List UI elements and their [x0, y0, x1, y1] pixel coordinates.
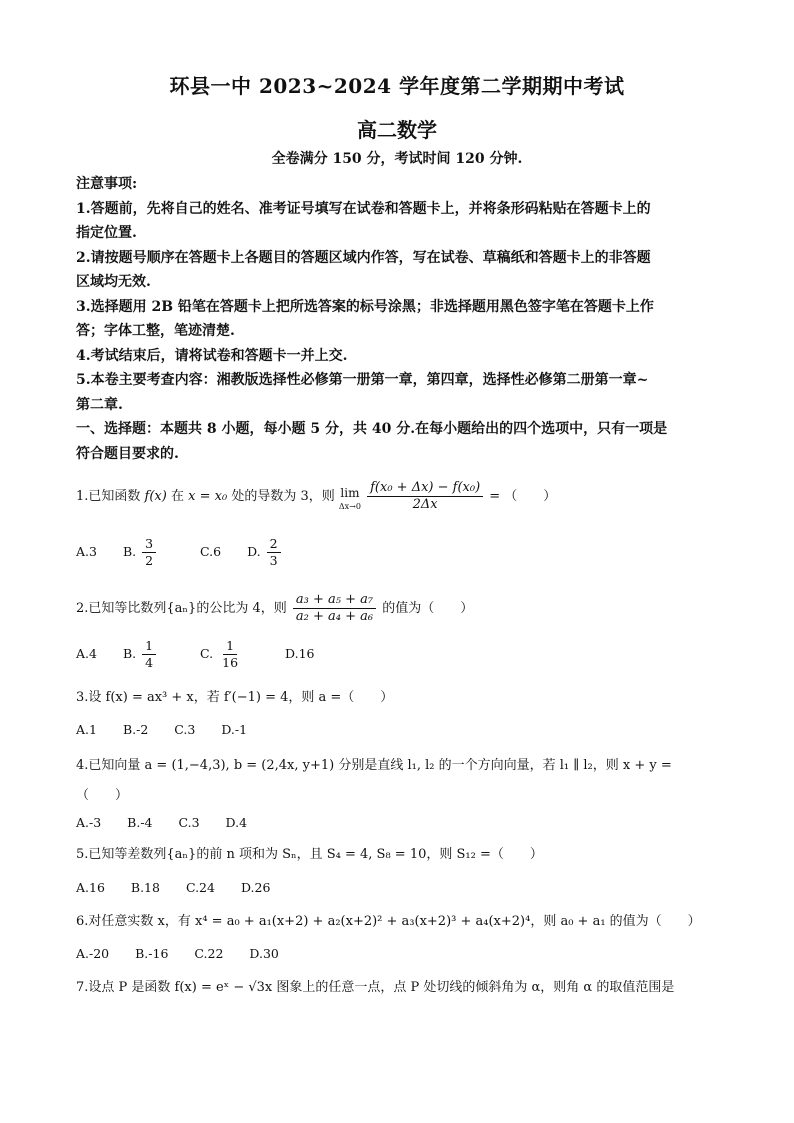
option-b: B.18	[130, 880, 160, 895]
option-a: A.4	[76, 646, 97, 661]
option-d: D.16	[285, 646, 315, 661]
ratio-fraction: $\frac{\text{a₃ + a₅ + a₇}}{\text{a₂ + a₄ + a₆}}$	[293, 592, 376, 625]
option-d: D. $\frac{2}{3}$	[247, 544, 303, 559]
question-2-options	[76, 638, 336, 671]
section-heading: 一、选择题：本题共 8 小题，每小题 5 分，共 40 分.在每小题给出的四个选项中，只有一项是	[76, 421, 668, 437]
exam-info: 全卷满分 150 分，考试时间 120 分钟.	[271, 151, 523, 167]
notes-line: 答；字体工整，笔迹清楚.	[76, 323, 235, 339]
option-a: A.1	[76, 722, 97, 737]
option-d: D.26	[240, 880, 271, 895]
limit-operator: lim Δx→0	[338, 485, 361, 511]
option-c: C.22	[194, 946, 224, 961]
question-2: 2.已知等比数列{aₙ}的公比为 4，则 $\frac{\text{a₃ + a₅ + a₇}}{\text{a₂ + a₄ + a₆}}$ 的值为（ ）	[76, 592, 474, 624]
notes-line: 区域均无效.	[76, 274, 151, 290]
question-4-options	[76, 815, 269, 830]
option-c: C.3	[178, 815, 200, 830]
option-b: B.-16	[135, 946, 169, 961]
option-c: C.6	[200, 544, 222, 559]
notes-line: 1.答题前，先将自己的姓名、准考证号填写在试卷和答题卡上，并将条形码粘贴在答题卡上的	[76, 200, 651, 217]
option-d: D.30	[249, 946, 279, 961]
option-c: C. $\frac{1}{16}$	[200, 638, 239, 670]
question-4: 4.已知向量 a = (1,−4,3), b = (2,4x, y+1) 分别是直线 l₁, l₂ 的一个方向向量，若 l₁ ∥ l₂，则 x + y =	[76, 758, 672, 773]
option-a: A.3	[76, 544, 97, 559]
option-a: A.-3	[76, 815, 102, 830]
question-3: 3.设 f(x) = ax³ + x，若 f′(−1) = 4，则 a =（ ）	[76, 690, 394, 705]
question-6-options	[76, 946, 301, 961]
option-a: A.16	[76, 880, 105, 895]
option-d: D.-1	[221, 722, 248, 737]
notes-line: 5.本卷主要考查内容：湘教版选择性必修第一册第一章，第四章，选择性必修第二册第一章~	[76, 372, 649, 388]
limit-fraction: $\frac{\text{f(x₀ + Δx) − f(x₀)}}{2\Delta x}$	[367, 480, 483, 513]
question-5: 5.已知等差数列{aₙ}的前 n 项和为 Sₙ，且 S₄ = 4, S₈ = 10，则 S₁₂ =（ ）	[76, 847, 543, 862]
question-1: 1.已知函数 f(x) 在 x = x₀ 处的导数为 3，则 lim Δx→0 $\frac{\text{f(x₀ + Δx) − f(x₀)}}{2\Delta x}$ = （ ）	[76, 480, 557, 512]
notes-line: 4.考试结束后，请将试卷和答题卡一并上交.	[76, 347, 348, 364]
notes-line: 3.选择题用 2B 铅笔在答题卡上把所选答案的标号涂黑；非选择题用黑色签字笔在答题卡上作	[76, 298, 654, 315]
option-b: B.-4	[127, 815, 153, 830]
option-c: C.3	[174, 722, 196, 737]
question-3-options	[76, 722, 269, 737]
option-b: B. $\frac{1}{4}$	[123, 646, 182, 661]
option-d: D.4	[225, 815, 248, 830]
question-1-options	[76, 536, 325, 569]
section-heading-cont: 符合题目要求的.	[76, 445, 179, 462]
notes-line: 指定位置.	[76, 225, 137, 241]
notes-line: 2.请按题号顺序在答题卡上各题目的答题区域内作答，写在试卷、草稿纸和答题卡上的非答题	[76, 249, 651, 266]
option-b: B. $\frac{3}{2}$	[123, 544, 182, 559]
notes-heading: 注意事项:	[76, 176, 138, 192]
question-7: 7.设点 P 是函数 f(x) = eˣ − √3x 图象上的任意一点，点 P 处切线的倾斜角为 α，则角 α 的取值范围是	[76, 980, 675, 995]
notes-line: 第二章.	[76, 396, 123, 413]
question-6: 6.对任意实数 x，有 x⁴ = a₀ + a₁(x+2) + a₂(x+2)² + a₃(x+2)³ + a₄(x+2)⁴，则 a₀ + a₁ 的值为（ ）	[76, 914, 701, 929]
option-c: C.24	[185, 880, 215, 895]
question-5-options	[76, 880, 292, 895]
option-b: B.-2	[122, 722, 149, 737]
exam-subject: 高二数学	[357, 118, 437, 142]
option-a: A.-20	[76, 946, 110, 961]
notes-section	[76, 172, 726, 466]
question-4-cont: （ ）	[76, 788, 129, 803]
exam-title: 环县一中 2023~2024 学年度第二学期期中考试	[169, 74, 625, 98]
